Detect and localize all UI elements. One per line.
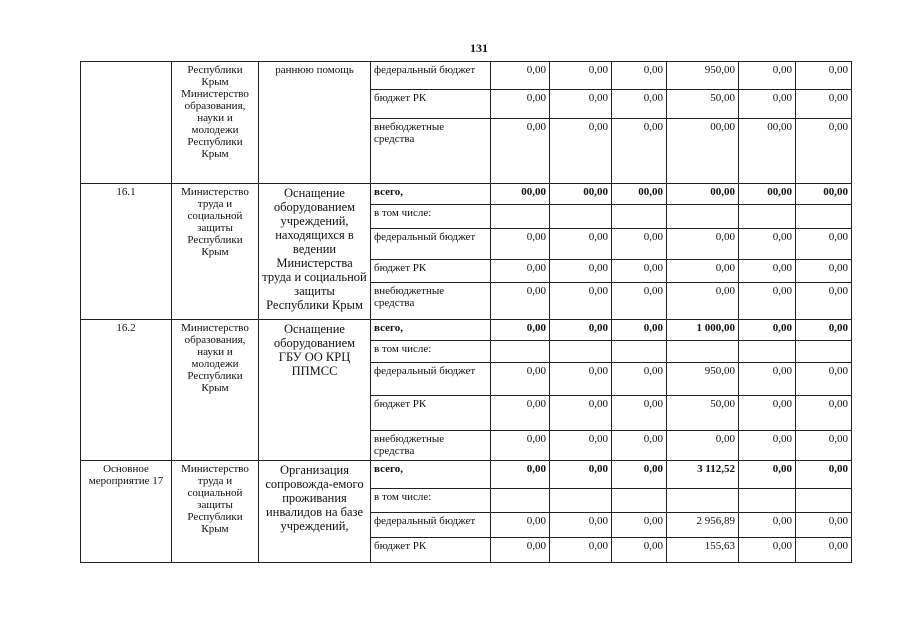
value-cell: 0,00	[550, 283, 612, 320]
value-cell: 0,00	[739, 431, 796, 461]
value-cell: 50,00	[667, 90, 739, 119]
value-cell: 0,00	[796, 431, 852, 461]
value-cell: 0,00	[667, 260, 739, 283]
value-cell: 0,00	[491, 363, 550, 396]
value-cell: 0,00	[491, 461, 550, 489]
table-row	[81, 461, 852, 489]
value-cell: 1 000,00	[667, 320, 739, 341]
executor-cell: Министерство труда и социальной защиты Республики Крым	[172, 461, 259, 563]
value-cell: 0,00	[796, 229, 852, 260]
value-cell: 0,00	[739, 260, 796, 283]
value-cell: 0,00	[491, 229, 550, 260]
funding-source: внебюджетные средства	[371, 431, 491, 461]
value-cell: 0,00	[739, 513, 796, 538]
value-cell: 0,00	[612, 431, 667, 461]
value-cell: 0,00	[739, 62, 796, 90]
value-cell	[612, 341, 667, 363]
value-cell: 0,00	[491, 320, 550, 341]
value-cell: 0,00	[491, 62, 550, 90]
page-number: 131	[470, 41, 488, 55]
value-cell	[491, 489, 550, 513]
value-cell: 0,00	[550, 363, 612, 396]
value-cell: 0,00	[667, 229, 739, 260]
funding-source: внебюджетные средства	[371, 119, 491, 184]
value-cell: 0,00	[550, 119, 612, 184]
value-cell: 0,00	[612, 396, 667, 431]
executor-cell: Республики Крым Министерство образования, науки и молодежи Республики Крым	[172, 62, 259, 184]
value-cell: 0,00	[612, 461, 667, 489]
measure-number	[81, 62, 172, 184]
value-cell	[739, 341, 796, 363]
value-cell	[667, 489, 739, 513]
funding-source: федеральный бюджет	[371, 62, 491, 90]
value-cell: 0,00	[667, 431, 739, 461]
value-cell	[550, 205, 612, 229]
value-cell: 0,00	[491, 90, 550, 119]
value-cell: 0,00	[550, 431, 612, 461]
value-cell	[491, 205, 550, 229]
value-cell: 0,00	[612, 538, 667, 563]
value-cell: 0,00	[796, 396, 852, 431]
value-cell: 0,00	[491, 396, 550, 431]
value-cell: 2 956,89	[667, 513, 739, 538]
value-cell: 0,00	[796, 119, 852, 184]
funding-source: всего,	[371, 320, 491, 341]
value-cell: 0,00	[550, 396, 612, 431]
value-cell: 0,00	[612, 283, 667, 320]
value-cell: 0,00	[550, 513, 612, 538]
value-cell: 0,00	[796, 461, 852, 489]
value-cell: 0,00	[491, 431, 550, 461]
value-cell	[612, 489, 667, 513]
value-cell: 0,00	[796, 320, 852, 341]
value-cell: 0,00	[491, 538, 550, 563]
funding-source: в том числе:	[371, 489, 491, 513]
value-cell: 0,00	[796, 538, 852, 563]
value-cell	[491, 341, 550, 363]
value-cell: 0,00	[612, 119, 667, 184]
funding-source: внебюджетные средства	[371, 283, 491, 320]
funding-source: всего,	[371, 461, 491, 489]
value-cell: 00,00	[739, 119, 796, 184]
value-cell: 0,00	[550, 538, 612, 563]
value-cell	[739, 489, 796, 513]
funding-source: федеральный бюджет	[371, 229, 491, 260]
value-cell: 3 112,52	[667, 461, 739, 489]
value-cell: 0,00	[550, 229, 612, 260]
measure-number: 16.1	[81, 184, 172, 320]
value-cell: 950,00	[667, 62, 739, 90]
value-cell: 00,00	[667, 184, 739, 205]
measure-name: раннюю помощь	[259, 62, 371, 184]
measure-number: 16.2	[81, 320, 172, 461]
measure-name: Организация сопровожда-емого проживания инвалидов на базе учреждений,	[259, 461, 371, 563]
value-cell	[739, 205, 796, 229]
value-cell: 00,00	[796, 184, 852, 205]
value-cell: 0,00	[796, 363, 852, 396]
value-cell: 00,00	[612, 184, 667, 205]
value-cell	[550, 341, 612, 363]
value-cell: 0,00	[739, 461, 796, 489]
value-cell: 0,00	[612, 90, 667, 119]
value-cell: 0,00	[796, 62, 852, 90]
value-cell: 0,00	[739, 90, 796, 119]
value-cell: 0,00	[796, 260, 852, 283]
funding-source: федеральный бюджет	[371, 513, 491, 538]
executor-cell: Министерство образования, науки и молодежи Республики Крым	[172, 320, 259, 461]
value-cell: 0,00	[491, 283, 550, 320]
value-cell: 0,00	[739, 283, 796, 320]
measure-number: Основное мероприятие 17	[81, 461, 172, 563]
value-cell	[550, 489, 612, 513]
funding-source: в том числе:	[371, 341, 491, 363]
executor-cell: Министерство труда и социальной защиты Республики Крым	[172, 184, 259, 320]
measure-name: Оснащение оборудованием учреждений, находящихся в ведении Министерства труда и социальной защиты Республики Крым	[259, 184, 371, 320]
value-cell	[667, 341, 739, 363]
value-cell	[667, 205, 739, 229]
value-cell: 0,00	[739, 538, 796, 563]
table-row	[81, 184, 852, 205]
funding-source: федеральный бюджет	[371, 363, 491, 396]
value-cell: 0,00	[612, 62, 667, 90]
funding-source: бюджет РК	[371, 538, 491, 563]
value-cell: 0,00	[491, 119, 550, 184]
value-cell: 0,00	[550, 461, 612, 489]
funding-source: в том числе:	[371, 205, 491, 229]
value-cell: 0,00	[550, 62, 612, 90]
value-cell: 50,00	[667, 396, 739, 431]
funding-source: бюджет РК	[371, 260, 491, 283]
value-cell: 0,00	[612, 320, 667, 341]
value-cell: 0,00	[612, 363, 667, 396]
value-cell: 0,00	[667, 283, 739, 320]
value-cell: 0,00	[739, 229, 796, 260]
value-cell: 0,00	[739, 320, 796, 341]
value-cell: 0,00	[550, 260, 612, 283]
value-cell: 0,00	[550, 90, 612, 119]
value-cell: 00,00	[739, 184, 796, 205]
measure-name: Оснащение оборудованием ГБУ ОО КРЦ ППМСС	[259, 320, 371, 461]
funding-source: всего,	[371, 184, 491, 205]
value-cell	[612, 205, 667, 229]
funding-source: бюджет РК	[371, 90, 491, 119]
value-cell: 00,00	[491, 184, 550, 205]
value-cell: 0,00	[796, 283, 852, 320]
value-cell: 0,00	[739, 363, 796, 396]
value-cell: 0,00	[491, 513, 550, 538]
value-cell: 0,00	[612, 513, 667, 538]
value-cell	[796, 205, 852, 229]
value-cell	[796, 341, 852, 363]
value-cell: 00,00	[667, 119, 739, 184]
table-row	[81, 320, 852, 341]
value-cell: 0,00	[739, 396, 796, 431]
value-cell: 0,00	[612, 229, 667, 260]
value-cell: 950,00	[667, 363, 739, 396]
value-cell: 155,63	[667, 538, 739, 563]
table-row	[81, 62, 852, 90]
value-cell	[796, 489, 852, 513]
value-cell: 00,00	[550, 184, 612, 205]
value-cell: 0,00	[796, 90, 852, 119]
value-cell: 0,00	[796, 513, 852, 538]
value-cell: 0,00	[491, 260, 550, 283]
budget-table	[80, 61, 852, 563]
value-cell: 0,00	[612, 260, 667, 283]
value-cell: 0,00	[550, 320, 612, 341]
funding-source: бюджет РК	[371, 396, 491, 431]
